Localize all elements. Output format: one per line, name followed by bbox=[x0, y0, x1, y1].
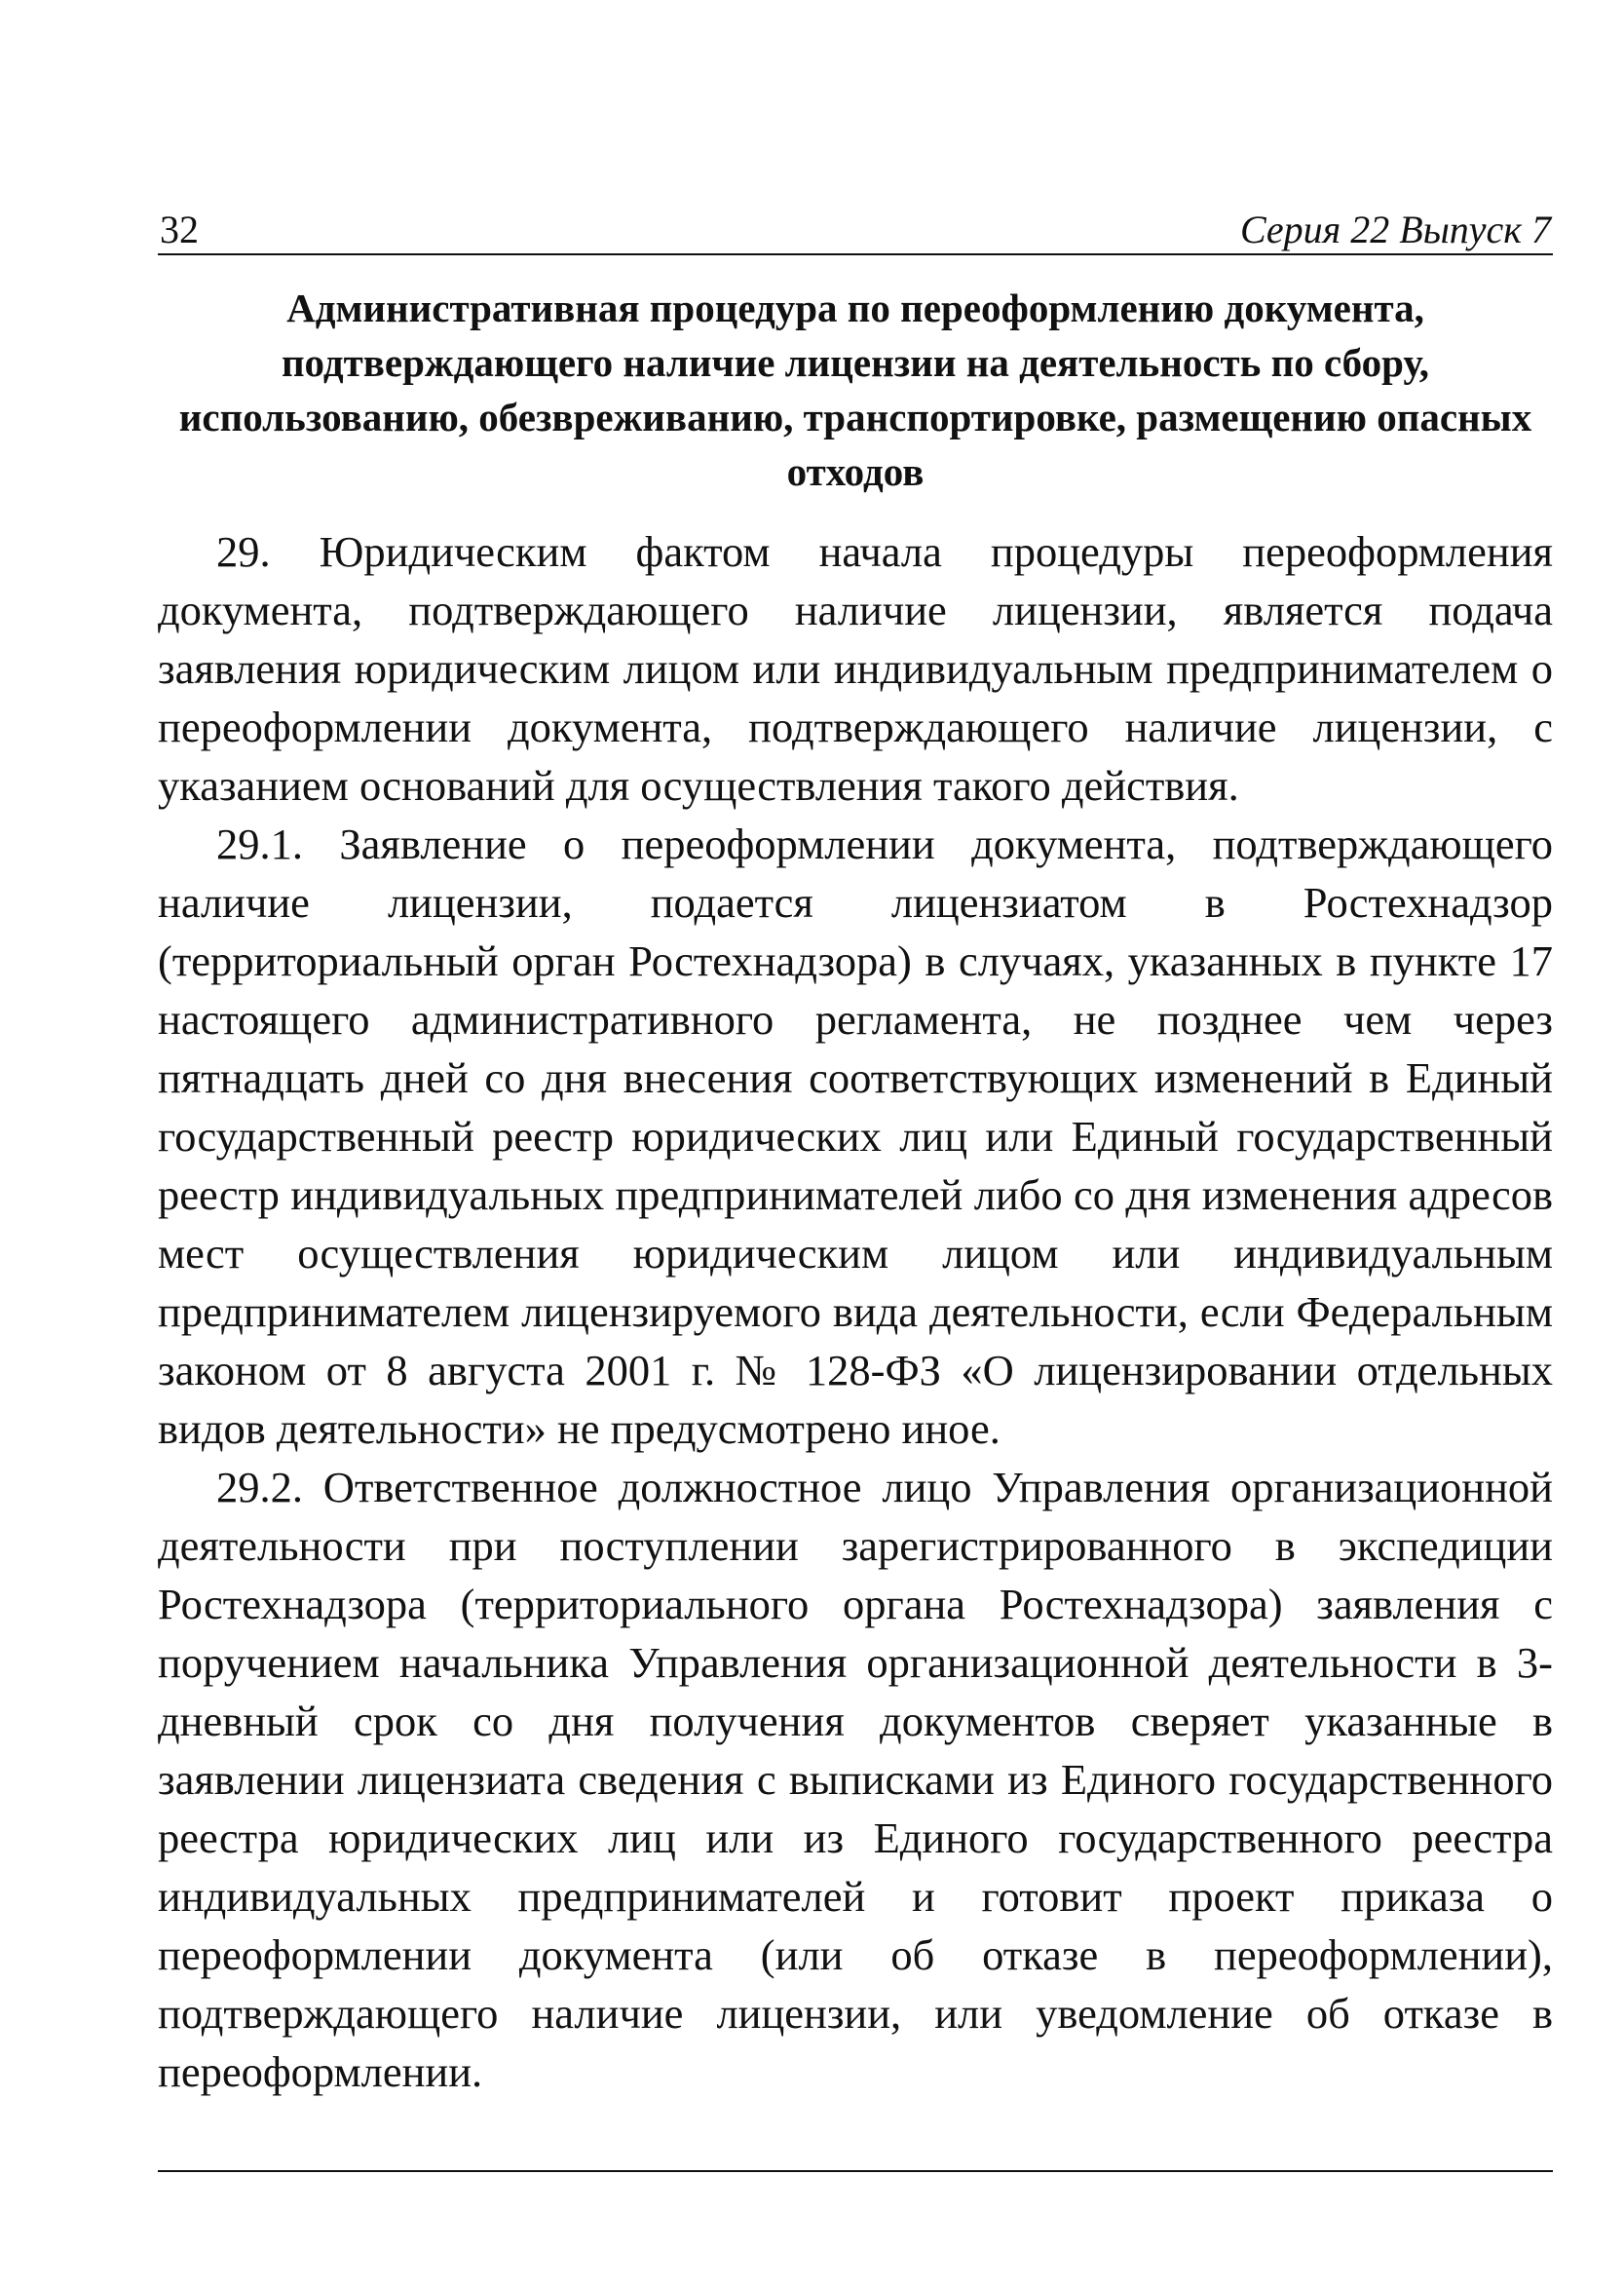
bottom-rule bbox=[158, 2170, 1553, 2172]
paragraph-29-1: 29.1. Заявление о переоформлении документа, подтверждающего наличие лицензии, подается лицензиатом в Ростехнадзор (территориальный орган Ростехнадзора) в случаях, указанных в пункте 17 настоящего административного регламента, не позднее чем через пятнадцать дней со дня внесения соответствующих изменений в Единый государственный реестр юридических лиц или Единый государственный реестр индивидуальных предпринимателей либо со дня изменения адресов мест осуществления юридическим лицом или индивидуальным предпринимателем лицензируемого вида деятельности, если Федеральным законом от 8 августа 2001 г. № 128-ФЗ «О лицензировании отдельных видов деятельности» не предусмотрено иное. bbox=[158, 820, 1553, 1453]
body-text bbox=[158, 522, 1553, 2101]
paragraph-29-2: 29.2. Ответственное должностное лицо Управления организационной деятельности при поступлении зарегистрированного в экспедиции Ростехнадзора (территориального органа Ростехнадзора) заявления с поручением начальника Управления организационной деятельности в 3-дневный срок со дня получения документов сверяет указанные в заявлении лицензиата сведения с выписками из Единого государственного реестра юридических лиц или из Единого государственного реестра индивидуальных предпринимателей и готовит проект приказа о переоформлении документа (или об отказе в переоформлении), подтверждающего наличие лицензии, или уведомление об отказе в переоформлении. bbox=[158, 1463, 1553, 2096]
section-title: Административная процедура по переоформлению документа, подтверждающего наличие лицензии на деятельность по сбору, использованию, обезвреживанию, транспортировке, размещению опасных отходов bbox=[178, 286, 1532, 494]
document-page bbox=[158, 0, 1553, 2290]
running-header bbox=[158, 195, 1553, 255]
paragraph-29: 29. Юридическим фактом начала процедуры переоформления документа, подтверждающего наличие лицензии, является подача заявления юридическим лицом или индивидуальным предпринимателем о переоформлении документа, подтверждающего наличие лицензии, с указанием оснований для осуществления такого действия. bbox=[158, 527, 1553, 810]
page-number: 32 bbox=[160, 208, 199, 251]
series-label: Серия 22 Выпуск 7 bbox=[1239, 208, 1551, 251]
